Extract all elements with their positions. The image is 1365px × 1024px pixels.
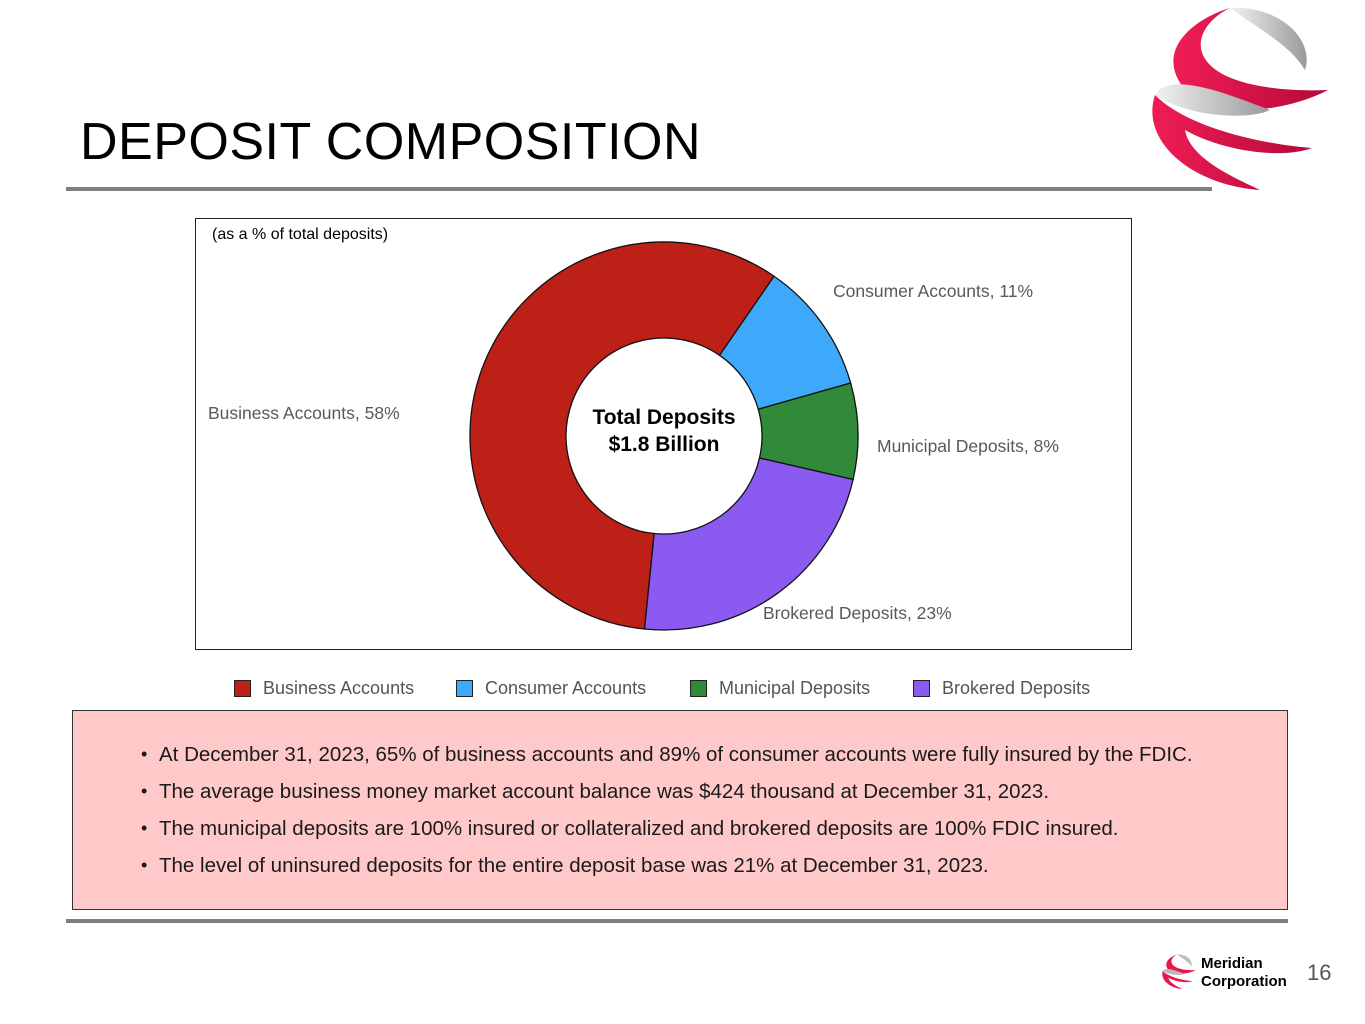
title-divider: [66, 187, 1212, 191]
footer-logo-icon: [1158, 952, 1198, 992]
legend-label: Municipal Deposits: [719, 677, 871, 698]
data-label: Brokered Deposits, 23%: [763, 603, 952, 623]
chart-subtitle: (as a % of total deposits): [212, 226, 389, 243]
company-logo-icon: [1130, 0, 1340, 200]
center-label-line2: $1.8 Billion: [608, 433, 720, 456]
footer-divider: [66, 919, 1288, 923]
notes-list: [141, 741, 1251, 889]
company-name: [1201, 955, 1287, 991]
note-item: • The municipal deposits are 100% insured or collateralized and brokered deposits are 100% FDIC insured.: [141, 815, 1251, 842]
legend-item: [456, 676, 646, 700]
notes-panel: [72, 710, 1288, 910]
legend-swatch: [690, 680, 707, 697]
data-label: Business Accounts, 58%: [208, 403, 400, 423]
legend-label: Consumer Accounts: [485, 677, 647, 698]
center-label-line1: Total Deposits: [592, 406, 736, 429]
legend-item: [234, 676, 414, 700]
legend-swatch: [913, 680, 930, 697]
legend-label: Brokered Deposits: [942, 677, 1091, 698]
legend-item: [913, 676, 1090, 700]
page-number: 16: [1307, 960, 1332, 985]
data-label: Consumer Accounts, 11%: [833, 281, 1034, 301]
chart-legend: [234, 676, 1134, 700]
company-name-line1: Meridian: [1201, 955, 1263, 972]
note-item: • The average business money market account balance was $424 thousand at December 31, 2023.: [141, 778, 1251, 805]
legend-swatch: [234, 680, 251, 697]
company-name-line2: Corporation: [1201, 973, 1287, 990]
donut-chart: [196, 219, 1133, 651]
page-title: DEPOSIT COMPOSITION: [80, 113, 702, 171]
chart-frame: [195, 218, 1132, 650]
data-label: Municipal Deposits, 8%: [877, 436, 1059, 456]
note-item: • At December 31, 2023, 65% of business accounts and 89% of consumer accounts were fully insured by the FDIC.: [141, 741, 1251, 768]
legend-swatch: [456, 680, 473, 697]
legend-item: [690, 676, 870, 700]
note-item: • The level of uninsured deposits for the entire deposit base was 21% at December 31, 2023.: [141, 852, 1251, 879]
legend-label: Business Accounts: [263, 677, 415, 698]
